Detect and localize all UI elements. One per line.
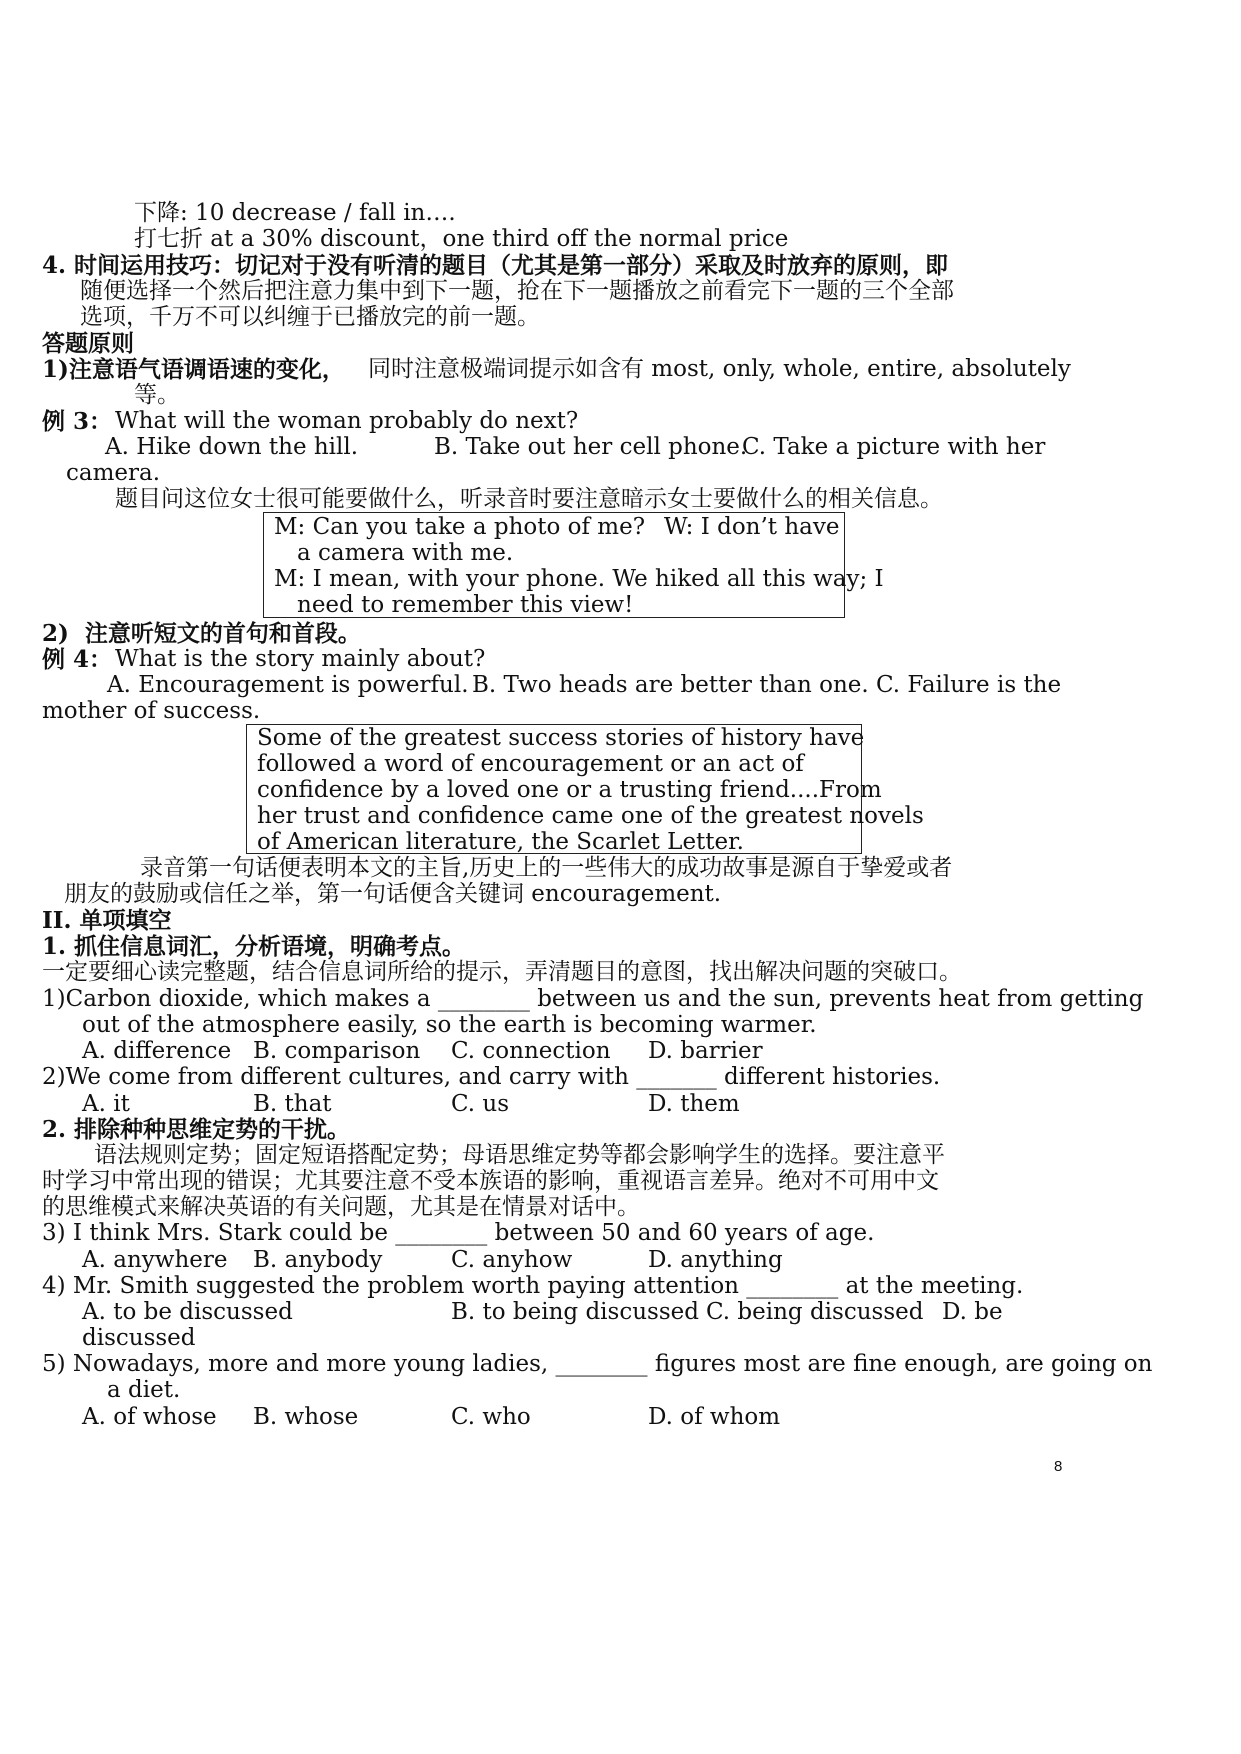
question-text: What will the woman probably do next? [115, 408, 579, 434]
passage-line: confidence by a loved one or a trusting friend....From [257, 777, 882, 803]
option-c: C. being discussed [706, 1299, 924, 1325]
principle-1-heading: 1)注意语气语调语速的变化， [42, 356, 345, 383]
text-line: 一定要细心读完整题，结合信息词所给的提示，弄清题目的意图，找出解决问题的突破口。 [42, 959, 962, 985]
text-line: 选项，千万不可以纠缠于已播放完的前一题。 [80, 304, 540, 330]
question-1: 1)Carbon dioxide, which makes a ________ between us and the sun, prevents heat from getting [42, 986, 1144, 1012]
option-b: B. whose [253, 1404, 359, 1430]
text-line: 录音第一句话便表明本文的主旨,历史上的一些伟大的成功故事是源自于挚爱或者 [140, 855, 953, 881]
section-heading-single-choice: II. 单项填空 [42, 907, 172, 934]
dialogue-line: need to remember this view! [297, 592, 634, 618]
option-b-c: B. Two heads are better than one. C. Failure is the [472, 672, 1062, 698]
text-line: 语法规则定势；固定短语搭配定势；母语思维定势等都会影响学生的选择。要注意平 [94, 1142, 945, 1168]
option-c: C. who [451, 1404, 531, 1430]
option-d: D. anything [648, 1247, 783, 1273]
option-d: D. be [942, 1299, 1003, 1325]
text-line: 同时注意极端词提示如含有 most, only, whole, entire, absolutely [368, 356, 1071, 382]
text-line: camera. [66, 460, 161, 486]
question-text: What is the story mainly about? [115, 646, 486, 672]
text-line: 打七折 at a 30% discount，one third off the normal price [134, 226, 789, 252]
passage-line: her trust and confidence came one of the greatest novels [257, 803, 924, 829]
option-a: A. to be discussed [82, 1299, 293, 1325]
question-4: 4) Mr. Smith suggested the problem worth paying attention ________ at the meeting. [42, 1273, 1024, 1299]
option-a: A. of whose [82, 1404, 217, 1430]
option-d: D. them [648, 1091, 740, 1117]
question-2: 2)We come from different cultures, and carry with _______ different histories. [42, 1064, 941, 1090]
option-a: A. anywhere [82, 1247, 228, 1273]
option-c: C. Take a picture with her [742, 434, 1046, 460]
option-b: B. that [253, 1091, 332, 1117]
question-3: 3) I think Mrs. Stark could be ________ between 50 and 60 years of age. [42, 1220, 875, 1246]
text-line: discussed [82, 1325, 196, 1351]
text-line: 朋友的鼓励或信任之举，第一句话便含关键词 encouragement. [64, 881, 722, 907]
option-a: A. Encouragement is powerful. [107, 672, 469, 698]
option-c: C. anyhow [451, 1247, 573, 1273]
dialogue-line: W: I don’t have [664, 514, 840, 540]
text-line: 的思维模式来解决英语的有关问题，尤其是在情景对话中。 [42, 1194, 640, 1220]
text-line: 下降: 10 decrease / fall in…. [134, 200, 456, 226]
dialogue-line: M: I mean, with your phone. We hiked all this way; I [274, 566, 884, 592]
text-line: 时学习中常出现的错误；尤其要注意不受本族语的影响，重视语言差异。绝对不可用中文 [42, 1168, 939, 1194]
option-d: D. of whom [648, 1404, 781, 1430]
option-b: B. comparison [253, 1038, 421, 1064]
passage-line: followed a word of encouragement or an act of [257, 751, 804, 777]
passage-line: Some of the greatest success stories of history have [257, 725, 865, 751]
text-line: a diet. [107, 1377, 181, 1403]
option-c: C. connection [451, 1038, 611, 1064]
option-a: A. it [82, 1091, 130, 1117]
example-3-label: 例 3： [42, 408, 113, 435]
tip-2-heading: 2. 排除种种思维定势的干扰。 [42, 1116, 351, 1143]
text-line: 随便选择一个然后把注意力集中到下一题，抢在下一题播放之前看完下一题的三个全部 [80, 278, 954, 304]
option-b: B. to being discussed [451, 1299, 699, 1325]
option-b: B. Take out her cell phone. [434, 434, 748, 460]
dialogue-line: M: Can you take a photo of me? [274, 514, 646, 540]
section-heading-time-skill: 4. 时间运用技巧：切记对于没有听清的题目（尤其是第一部分）采取及时放弃的原则，即 [42, 252, 949, 279]
page-number: 8 [1054, 1458, 1063, 1475]
passage-line: of American literature, the Scarlet Letter. [257, 829, 744, 855]
principle-2-heading: 2) 注意听短文的首句和首段。 [42, 620, 361, 647]
question-5: 5) Nowadays, more and more young ladies, ________ figures most are fine enough, are going on [42, 1351, 1153, 1377]
section-heading-principles: 答题原则 [42, 330, 134, 357]
option-a: A. difference [82, 1038, 232, 1064]
text-line: 题目问这位女士很可能要做什么，听录音时要注意暗示女士要做什么的相关信息。 [115, 486, 943, 512]
text-line: mother of success. [42, 698, 261, 724]
example-4-label: 例 4： [42, 646, 113, 673]
option-d: D. barrier [648, 1038, 763, 1064]
option-b: B. anybody [253, 1247, 383, 1273]
option-c: C. us [451, 1091, 510, 1117]
option-a: A. Hike down the hill. [105, 434, 359, 460]
text-line: 等。 [134, 382, 180, 408]
text-line: out of the atmosphere easily, so the earth is becoming warmer. [82, 1012, 817, 1038]
dialogue-line: a camera with me. [297, 540, 514, 566]
tip-1-heading: 1. 抓住信息词汇，分析语境，明确考点。 [42, 933, 466, 960]
